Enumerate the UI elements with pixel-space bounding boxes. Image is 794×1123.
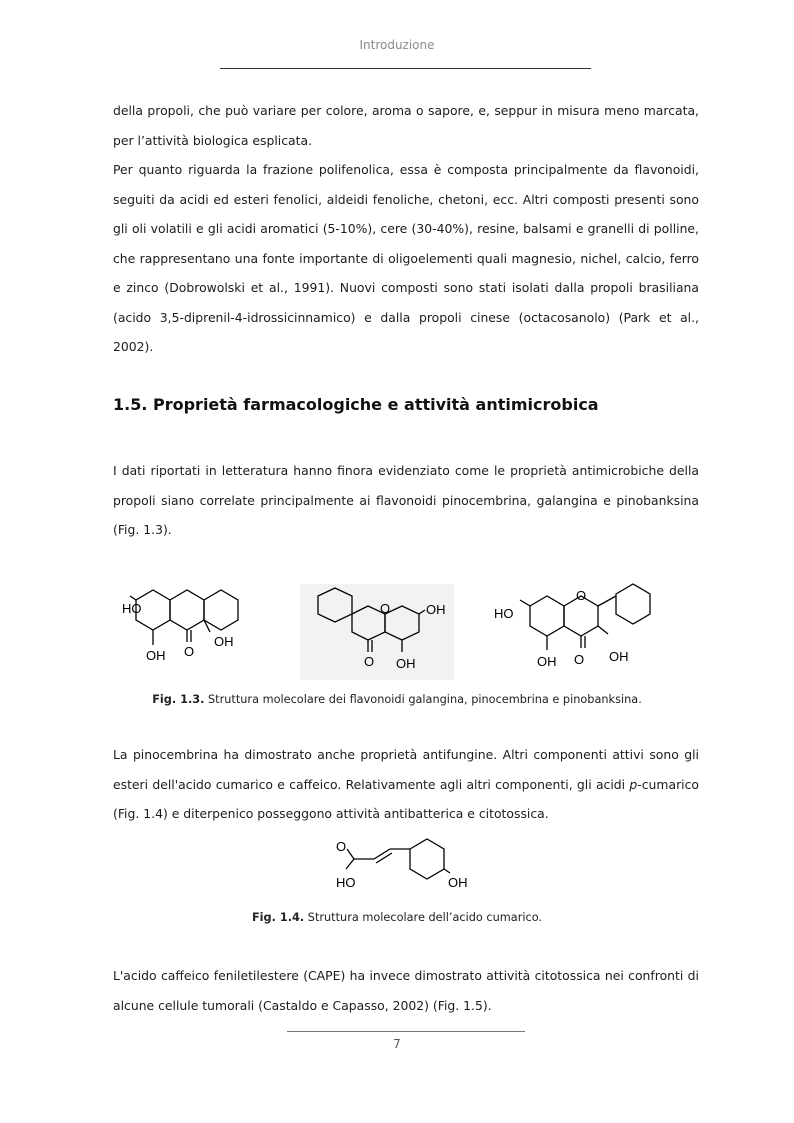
figure-1-4-caption [0,911,794,924]
mol3-oh-right: OH [609,649,629,664]
figure-1-4-text: Struttura molecolare dell’acido cumarico. [304,911,543,924]
acid-oh: OH [448,875,468,890]
mol3-o-ring: O [576,588,587,603]
footer-divider [287,1031,525,1032]
mol3-o-keto: O [574,652,585,667]
pinocembrina-structure [300,584,454,680]
paragraph-4-part-a: La pinocembrina ha dimostrato anche proprietà antifungine. Altri componenti attivi sono gli esteri dell'acido cumarico e caffeico. Relativamente agli altri componenti, gli acidi [113,747,699,792]
paragraph-3: I dati riportati in letteratura hanno finora evidenziato come le proprietà antimicrobiche della propoli siano correlate principalmente ai flavonoidi pinocembrina, galangina e pinobanksina (Fig. 1.3). [113,463,699,537]
paragraph-4-part-b: -cumarico (Fig. 1.4) e diterpenico posseggono attività antibatterica e citotossica. [113,776,699,821]
mol1-oh-bottom: OH [146,648,166,663]
paragraph-1: della propoli, che può variare per colore, aroma o sapore, e, seppur in misura meno marcata, per l’attività biologica esplicata. [113,103,699,148]
pinobanksina-structure [490,576,665,680]
running-header: Introduzione [359,38,435,52]
acid-ho: HO [336,875,356,890]
figure-1-3-label: Fig. 1.3. [152,693,205,706]
acido-cumarico-structure [332,835,477,893]
page-number: 7 [393,1037,401,1051]
paragraph-5: L'acido caffeico feniletilestere (CAPE) ha invece dimostrato attività citotossica nei confronti di alcune cellule tumorali (Castaldo e Capasso, 2002) (Fig. 1.5). [113,968,699,1013]
acid-o: O [336,839,347,854]
header-divider [220,68,591,69]
figure-1-3-caption [0,693,794,706]
paragraph-4-italic: p [629,776,638,792]
galangina-structure [118,580,273,670]
mol1-o-keto: O [184,644,195,659]
figure-1-3-text: Struttura molecolare dei flavonoidi galangina, pinocembrina e pinobanksina. [204,693,642,706]
mol2-oh-bottom: OH [396,656,416,671]
mol2-oh-right: OH [426,602,446,617]
paragraph-2: Per quanto riguarda la frazione polifenolica, essa è composta principalmente da flavonoidi, seguiti da acidi ed esteri fenolici, aldeidi fenoliche, chetoni, ecc. Altri composti presenti sono gli oli volatili e gli acidi aromatici (5-10%), cere (30-40%), resine, balsami e granelli di polline, che rappresentano una fonte importante di oligoelementi quali magnesio, nichel, calcio, ferro e zinco (Dobrowolski et al., 1991). Nuovi composti sono stati isolati dalla propoli brasiliana (acido 3,5-diprenil-4-idrossicinnamico) e dalla propoli cinese (octacosanolo) (Park et al., 2002). [113,162,699,354]
paragraph-4 [113,740,699,829]
figure-1-4-label: Fig. 1.4. [251,911,305,924]
mol1-ho-top: HO [122,601,142,616]
section-heading: 1.5. Proprietà farmacologiche e attività antimicrobica [113,395,599,414]
mol3-oh-bottom: OH [537,654,557,669]
mol3-ho-top: HO [494,606,514,621]
mol1-oh-right: OH [214,634,234,649]
mol2-o-ring: O [380,601,391,616]
mol2-o-keto: O [364,654,375,669]
